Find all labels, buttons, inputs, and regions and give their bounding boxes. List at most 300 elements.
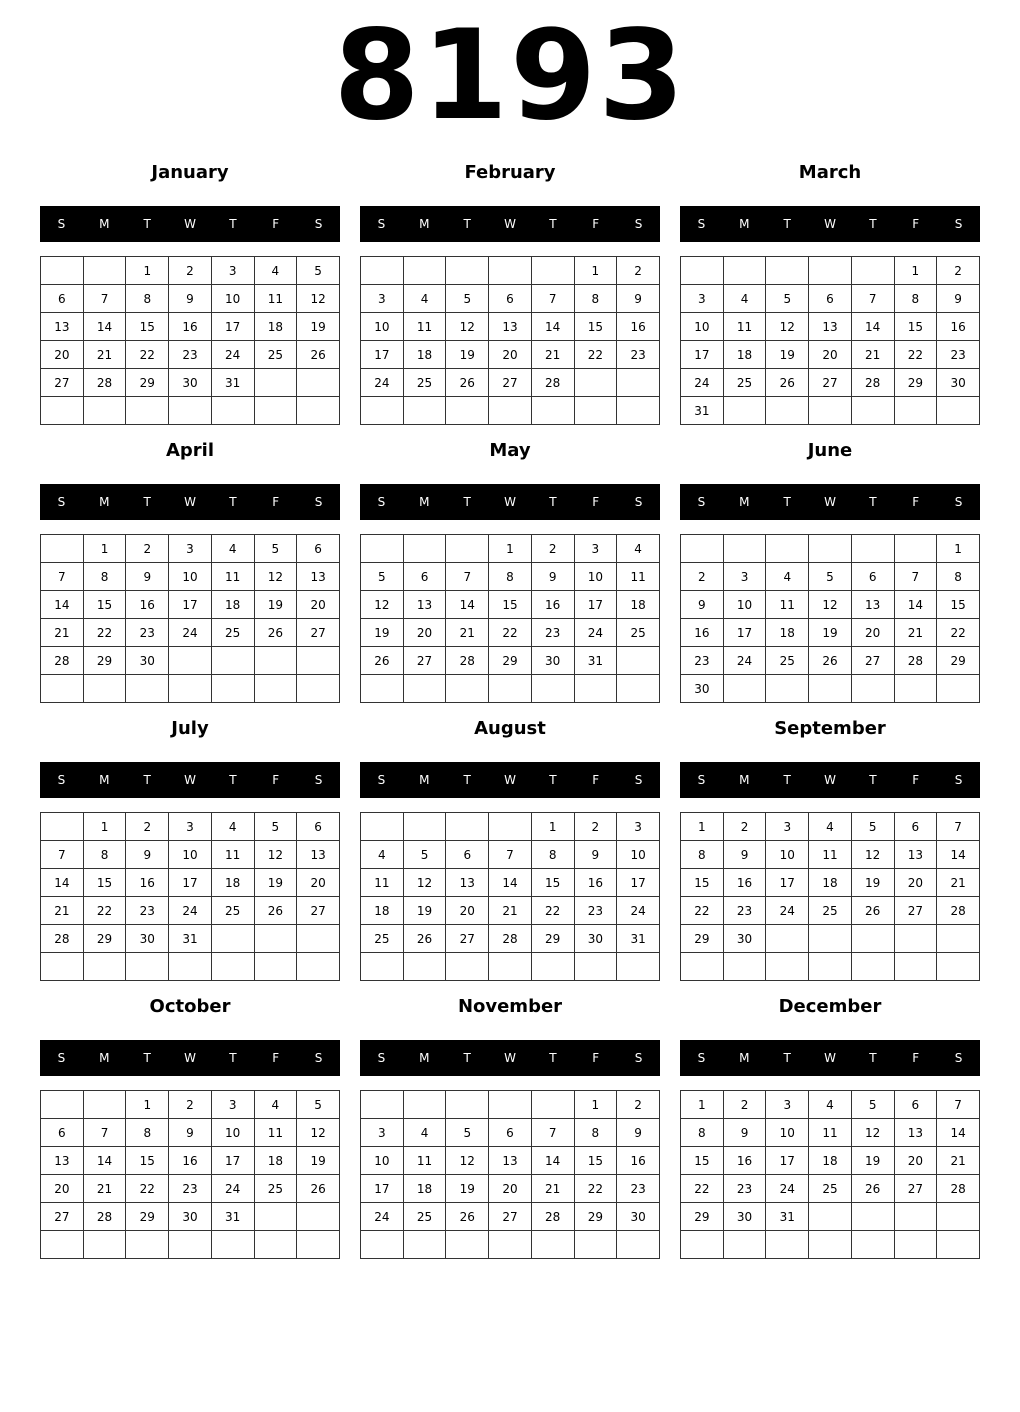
day-cell: 30 [681, 675, 724, 703]
day-cell: 7 [41, 841, 84, 869]
empty-day-cell [403, 1231, 446, 1259]
day-cell: 21 [531, 1175, 574, 1203]
day-cell: 31 [681, 397, 724, 425]
day-cell: 20 [489, 1175, 532, 1203]
empty-day-cell [361, 535, 404, 563]
day-cell: 7 [83, 1119, 126, 1147]
day-cell: 11 [361, 869, 404, 897]
day-cell: 4 [403, 1119, 446, 1147]
week-row [361, 619, 660, 647]
weekday-label: W [504, 1051, 516, 1065]
day-cell: 4 [403, 285, 446, 313]
empty-day-cell [617, 953, 660, 981]
weekday-label: M [99, 495, 110, 509]
day-cell: 13 [894, 841, 937, 869]
day-cell: 19 [851, 869, 894, 897]
day-cell: 16 [126, 869, 169, 897]
day-cell: 27 [894, 1175, 937, 1203]
day-cell: 11 [403, 313, 446, 341]
week-row [361, 953, 660, 981]
day-cell: 18 [254, 313, 297, 341]
day-grid [680, 1090, 980, 1259]
day-cell: 14 [446, 591, 489, 619]
day-cell: 6 [403, 563, 446, 591]
month-title: September [774, 718, 886, 739]
weekday-label: W [504, 217, 516, 231]
weekday-label: F [592, 1051, 600, 1065]
day-cell: 5 [446, 285, 489, 313]
day-cell: 13 [489, 313, 532, 341]
day-cell: 17 [681, 341, 724, 369]
weekday-label: M [739, 1051, 750, 1065]
day-cell: 5 [254, 813, 297, 841]
day-cell: 3 [681, 285, 724, 313]
weekday-header [680, 206, 980, 242]
empty-day-cell [41, 813, 84, 841]
day-cell: 24 [169, 619, 212, 647]
empty-day-cell [531, 675, 574, 703]
week-row [681, 535, 980, 563]
day-cell: 20 [297, 869, 340, 897]
day-cell: 13 [489, 1147, 532, 1175]
day-cell: 9 [126, 841, 169, 869]
day-cell: 30 [723, 1203, 766, 1231]
day-cell: 17 [169, 591, 212, 619]
weekday-label: S [697, 773, 706, 787]
day-cell: 11 [403, 1147, 446, 1175]
day-cell: 10 [211, 1119, 254, 1147]
day-cell: 21 [937, 1147, 980, 1175]
day-cell: 14 [531, 1147, 574, 1175]
empty-day-cell [169, 675, 212, 703]
week-row [681, 619, 980, 647]
weekday-label: M [99, 773, 110, 787]
week-row [681, 1231, 980, 1259]
weekday-label: W [184, 1051, 196, 1065]
day-cell: 27 [41, 1203, 84, 1231]
day-cell: 20 [894, 1147, 937, 1175]
empty-day-cell [937, 675, 980, 703]
day-cell: 26 [851, 897, 894, 925]
day-cell: 10 [169, 841, 212, 869]
day-cell: 15 [894, 313, 937, 341]
weekday-label: S [314, 1051, 323, 1065]
day-grid [680, 256, 980, 425]
weekday-label: S [314, 217, 323, 231]
weekday-label: T [229, 773, 237, 787]
empty-day-cell [446, 1091, 489, 1119]
week-row [41, 1175, 340, 1203]
empty-day-cell [723, 535, 766, 563]
week-row [361, 397, 660, 425]
empty-day-cell [361, 1231, 404, 1259]
weekday-header [680, 762, 980, 798]
day-cell: 20 [41, 341, 84, 369]
weekday-label: W [824, 217, 836, 231]
day-cell: 15 [83, 591, 126, 619]
day-cell: 12 [361, 591, 404, 619]
weekday-header [360, 206, 660, 242]
weekday-label: M [739, 217, 750, 231]
weekday-header [360, 762, 660, 798]
day-cell: 24 [681, 369, 724, 397]
day-cell: 15 [681, 869, 724, 897]
day-cell: 5 [297, 257, 340, 285]
day-cell: 25 [254, 1175, 297, 1203]
day-cell: 4 [723, 285, 766, 313]
day-cell: 15 [126, 313, 169, 341]
day-cell: 19 [297, 313, 340, 341]
day-cell: 10 [766, 1119, 809, 1147]
day-cell: 9 [574, 841, 617, 869]
empty-day-cell [489, 257, 532, 285]
day-cell: 18 [211, 869, 254, 897]
day-cell: 29 [83, 925, 126, 953]
empty-day-cell [851, 953, 894, 981]
empty-day-cell [489, 675, 532, 703]
weekday-label: S [954, 773, 963, 787]
day-cell: 5 [361, 563, 404, 591]
day-cell: 20 [403, 619, 446, 647]
year-title: 8193 [333, 4, 687, 148]
empty-day-cell [41, 257, 84, 285]
day-cell: 20 [297, 591, 340, 619]
week-row [361, 369, 660, 397]
empty-day-cell [169, 953, 212, 981]
day-cell: 2 [723, 813, 766, 841]
weekday-label: T [549, 1051, 557, 1065]
week-row [681, 1091, 980, 1119]
weekday-label: W [184, 773, 196, 787]
day-cell: 8 [681, 841, 724, 869]
week-row [681, 925, 980, 953]
day-cell: 24 [766, 1175, 809, 1203]
day-cell: 3 [723, 563, 766, 591]
day-cell: 23 [681, 647, 724, 675]
empty-day-cell [83, 1231, 126, 1259]
day-cell: 10 [169, 563, 212, 591]
week-row [41, 953, 340, 981]
weekday-label: S [57, 773, 66, 787]
weekday-label: T [143, 1051, 151, 1065]
empty-day-cell [851, 397, 894, 425]
day-cell: 15 [83, 869, 126, 897]
day-cell: 31 [766, 1203, 809, 1231]
weekday-label: T [143, 217, 151, 231]
weekday-label: W [504, 773, 516, 787]
empty-day-cell [723, 675, 766, 703]
day-cell: 3 [617, 813, 660, 841]
day-cell: 30 [531, 647, 574, 675]
weekday-label: M [419, 495, 430, 509]
weekday-label: W [184, 217, 196, 231]
weekday-label: S [697, 217, 706, 231]
empty-day-cell [809, 1231, 852, 1259]
day-cell: 24 [211, 1175, 254, 1203]
month-title: August [474, 718, 546, 739]
weekday-label: M [739, 773, 750, 787]
weekday-header [40, 206, 340, 242]
weekday-header [680, 484, 980, 520]
week-row [41, 1203, 340, 1231]
day-cell: 27 [851, 647, 894, 675]
day-cell: 6 [894, 813, 937, 841]
empty-day-cell [681, 535, 724, 563]
empty-day-cell [809, 257, 852, 285]
week-row [41, 647, 340, 675]
empty-day-cell [894, 675, 937, 703]
empty-day-cell [83, 397, 126, 425]
day-cell: 30 [723, 925, 766, 953]
empty-day-cell [681, 953, 724, 981]
empty-day-cell [894, 953, 937, 981]
day-cell: 2 [617, 257, 660, 285]
day-cell: 30 [937, 369, 980, 397]
day-cell: 3 [361, 285, 404, 313]
weekday-label: S [634, 773, 643, 787]
week-row [361, 563, 660, 591]
week-row [41, 1091, 340, 1119]
week-row [41, 285, 340, 313]
day-grid [40, 812, 340, 981]
empty-day-cell [211, 675, 254, 703]
day-cell: 7 [446, 563, 489, 591]
day-grid [360, 1090, 660, 1259]
empty-day-cell [809, 1203, 852, 1231]
empty-day-cell [531, 1091, 574, 1119]
day-cell: 29 [681, 925, 724, 953]
day-cell: 27 [41, 369, 84, 397]
day-cell: 29 [937, 647, 980, 675]
day-cell: 24 [574, 619, 617, 647]
empty-day-cell [254, 925, 297, 953]
week-row [41, 925, 340, 953]
day-cell: 18 [403, 1175, 446, 1203]
day-cell: 31 [617, 925, 660, 953]
day-cell: 6 [489, 285, 532, 313]
day-cell: 11 [617, 563, 660, 591]
day-cell: 13 [894, 1119, 937, 1147]
weekday-header [680, 1040, 980, 1076]
weekday-label: S [377, 217, 386, 231]
day-cell: 3 [574, 535, 617, 563]
day-cell: 27 [446, 925, 489, 953]
day-grid [680, 812, 980, 981]
week-row [41, 869, 340, 897]
weekday-label: M [419, 1051, 430, 1065]
day-cell: 20 [851, 619, 894, 647]
day-cell: 3 [211, 257, 254, 285]
day-cell: 16 [169, 1147, 212, 1175]
day-cell: 8 [531, 841, 574, 869]
empty-day-cell [809, 925, 852, 953]
week-row [681, 313, 980, 341]
empty-day-cell [254, 1203, 297, 1231]
day-cell: 16 [617, 1147, 660, 1175]
empty-day-cell [723, 1231, 766, 1259]
weekday-label: F [592, 495, 600, 509]
week-row [361, 897, 660, 925]
empty-day-cell [254, 647, 297, 675]
empty-day-cell [41, 675, 84, 703]
weekday-label: F [272, 217, 280, 231]
week-row [41, 369, 340, 397]
day-cell: 16 [937, 313, 980, 341]
day-cell: 18 [361, 897, 404, 925]
day-cell: 21 [83, 1175, 126, 1203]
day-cell: 26 [254, 619, 297, 647]
day-cell: 6 [297, 813, 340, 841]
day-cell: 26 [851, 1175, 894, 1203]
empty-day-cell [83, 1091, 126, 1119]
day-cell: 28 [83, 369, 126, 397]
weekday-label: S [954, 217, 963, 231]
day-cell: 25 [211, 897, 254, 925]
day-cell: 2 [169, 257, 212, 285]
month-title: January [151, 162, 229, 183]
day-cell: 31 [169, 925, 212, 953]
day-cell: 10 [617, 841, 660, 869]
day-cell: 11 [211, 841, 254, 869]
empty-day-cell [446, 675, 489, 703]
day-cell: 3 [766, 813, 809, 841]
week-row [361, 675, 660, 703]
day-cell: 12 [297, 1119, 340, 1147]
weekday-label: S [634, 217, 643, 231]
day-cell: 14 [894, 591, 937, 619]
day-cell: 15 [681, 1147, 724, 1175]
weekday-header [360, 484, 660, 520]
empty-day-cell [851, 257, 894, 285]
empty-day-cell [617, 647, 660, 675]
day-cell: 20 [446, 897, 489, 925]
day-cell: 3 [361, 1119, 404, 1147]
day-cell: 16 [126, 591, 169, 619]
empty-day-cell [41, 397, 84, 425]
day-cell: 12 [446, 313, 489, 341]
day-cell: 5 [254, 535, 297, 563]
empty-day-cell [894, 1203, 937, 1231]
day-cell: 24 [617, 897, 660, 925]
day-cell: 19 [403, 897, 446, 925]
weekday-label: F [272, 495, 280, 509]
day-cell: 2 [723, 1091, 766, 1119]
day-cell: 29 [531, 925, 574, 953]
day-cell: 3 [169, 535, 212, 563]
day-cell: 17 [169, 869, 212, 897]
day-cell: 25 [809, 1175, 852, 1203]
day-cell: 1 [531, 813, 574, 841]
empty-day-cell [446, 257, 489, 285]
empty-day-cell [446, 397, 489, 425]
empty-day-cell [809, 953, 852, 981]
empty-day-cell [681, 1231, 724, 1259]
empty-day-cell [403, 535, 446, 563]
day-cell: 8 [937, 563, 980, 591]
weekday-label: M [99, 1051, 110, 1065]
empty-day-cell [446, 1231, 489, 1259]
empty-day-cell [937, 925, 980, 953]
day-cell: 20 [894, 869, 937, 897]
day-cell: 27 [489, 369, 532, 397]
day-cell: 13 [809, 313, 852, 341]
day-cell: 17 [766, 869, 809, 897]
day-cell: 4 [211, 813, 254, 841]
day-cell: 23 [723, 897, 766, 925]
empty-day-cell [809, 675, 852, 703]
empty-day-cell [851, 1231, 894, 1259]
empty-day-cell [851, 535, 894, 563]
day-cell: 11 [766, 591, 809, 619]
week-row [361, 535, 660, 563]
day-cell: 26 [766, 369, 809, 397]
week-row [361, 813, 660, 841]
day-cell: 24 [211, 341, 254, 369]
day-cell: 13 [297, 563, 340, 591]
empty-day-cell [809, 397, 852, 425]
empty-day-cell [361, 675, 404, 703]
weekday-label: T [549, 495, 557, 509]
week-row [41, 1231, 340, 1259]
empty-day-cell [851, 675, 894, 703]
empty-day-cell [617, 369, 660, 397]
day-cell: 19 [254, 591, 297, 619]
month-title: November [457, 996, 563, 1017]
day-cell: 18 [211, 591, 254, 619]
day-cell: 26 [361, 647, 404, 675]
day-cell: 11 [809, 1119, 852, 1147]
day-grid [680, 534, 980, 703]
day-cell: 28 [851, 369, 894, 397]
day-cell: 26 [446, 1203, 489, 1231]
day-cell: 11 [254, 285, 297, 313]
day-cell: 16 [723, 1147, 766, 1175]
week-row [681, 257, 980, 285]
day-cell: 24 [361, 369, 404, 397]
weekday-label: T [869, 217, 877, 231]
empty-day-cell [41, 535, 84, 563]
month-title: February [464, 162, 556, 183]
empty-day-cell [254, 369, 297, 397]
empty-day-cell [894, 535, 937, 563]
week-row [361, 1175, 660, 1203]
day-cell: 14 [937, 841, 980, 869]
day-cell: 11 [254, 1119, 297, 1147]
day-cell: 18 [617, 591, 660, 619]
day-cell: 29 [489, 647, 532, 675]
day-cell: 18 [254, 1147, 297, 1175]
weekday-label: T [549, 217, 557, 231]
weekday-header [360, 1040, 660, 1076]
empty-day-cell [169, 647, 212, 675]
day-cell: 15 [937, 591, 980, 619]
empty-day-cell [574, 1231, 617, 1259]
day-cell: 5 [851, 813, 894, 841]
empty-day-cell [297, 675, 340, 703]
weekday-label: S [314, 773, 323, 787]
day-cell: 26 [809, 647, 852, 675]
day-cell: 21 [83, 341, 126, 369]
day-cell: 24 [766, 897, 809, 925]
day-cell: 9 [681, 591, 724, 619]
day-cell: 28 [446, 647, 489, 675]
week-row [681, 1119, 980, 1147]
day-cell: 1 [83, 535, 126, 563]
week-row [681, 397, 980, 425]
day-cell: 15 [531, 869, 574, 897]
day-cell: 30 [617, 1203, 660, 1231]
day-cell: 2 [681, 563, 724, 591]
